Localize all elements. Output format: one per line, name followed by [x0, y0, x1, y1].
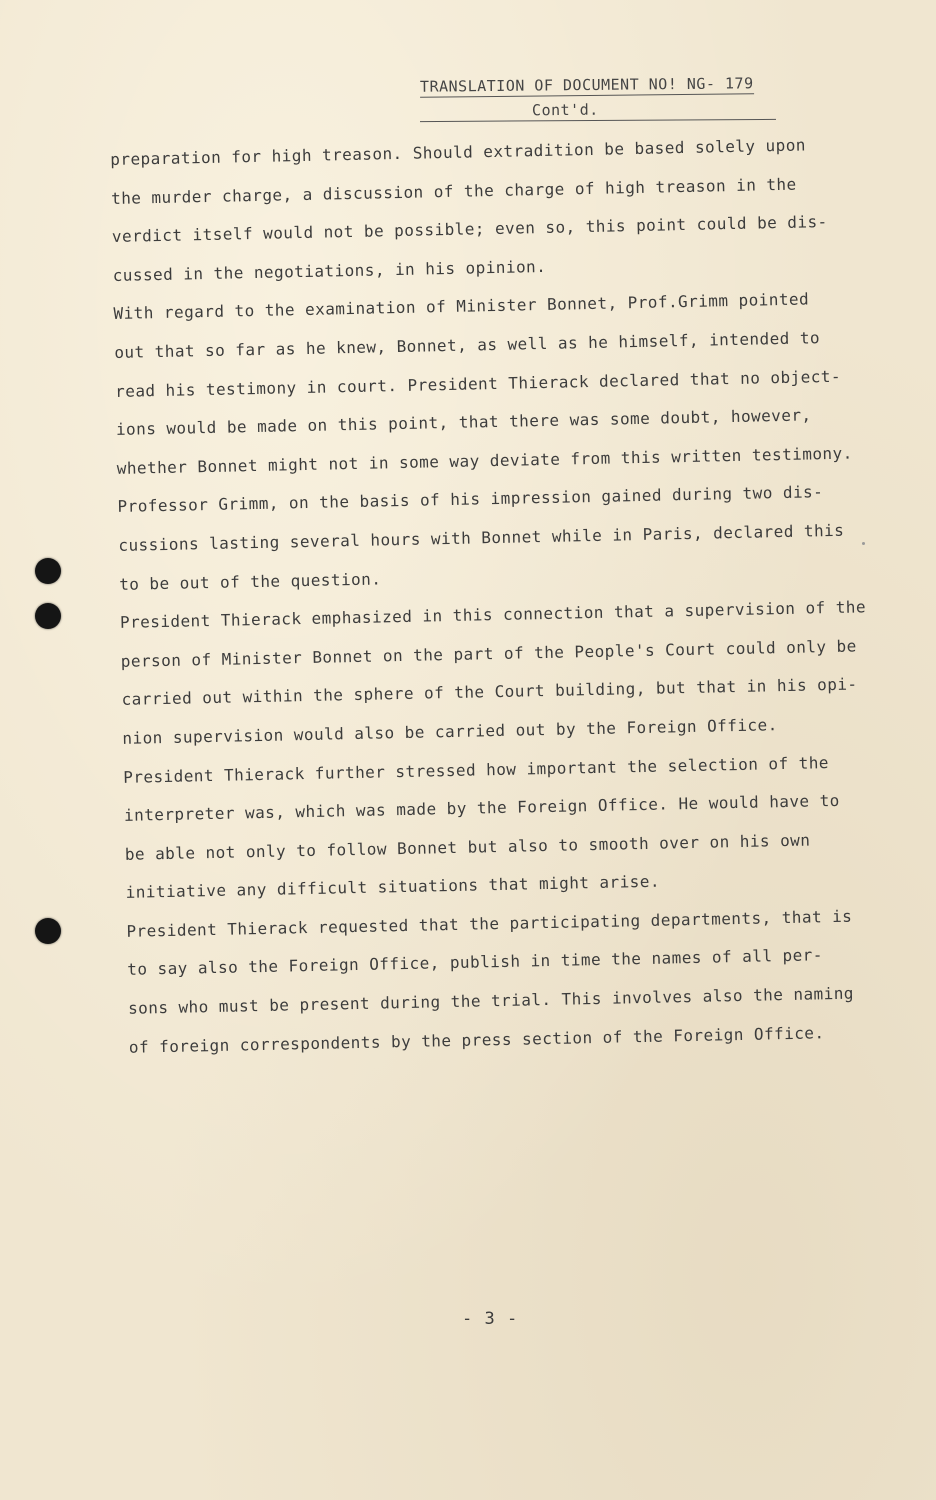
- margin-mark: [862, 542, 865, 545]
- text-line: person of Minister Bonnet on the part of the People's Court could only be: [120, 636, 857, 671]
- text-line: sons who must be present during the trial. This involves also the naming: [127, 983, 855, 1018]
- text-line: preparation for high treason. Should extradition be based solely upon: [110, 135, 807, 169]
- text-line: With regard to the examination of Minister Bonnet, Prof.Grimm pointed: [113, 289, 810, 324]
- text-line: the murder charge, a discussion of the charge of high treason in the: [110, 174, 797, 208]
- header-title: TRANSLATION OF DOCUMENT NO! NG- 179: [419, 74, 754, 96]
- text-line: of foreign correspondents by the press section of the Foreign Office.: [128, 1022, 825, 1057]
- body-text: [110, 129, 889, 1071]
- text-line: President Thierack requested that the participating departments, that is: [126, 906, 853, 941]
- text-line: read his testimony in court. President Thierack declared that no object-: [114, 366, 842, 401]
- text-line: Professor Grimm, on the basis of his impression gained during two dis-: [117, 482, 824, 517]
- text-line: ions would be made on this point, that there was some doubt, however,: [115, 405, 812, 440]
- text-line: carried out within the sphere of the Court building, but that in his opi-: [121, 674, 858, 710]
- text-line: President Thierack emphasized in this connection that a supervision of the: [119, 597, 867, 633]
- punch-hole: [35, 603, 61, 629]
- text-line: be able not only to follow Bonnet but also to smooth over on his own: [124, 830, 811, 864]
- page-number: - 3 -: [462, 1309, 519, 1329]
- text-line: interpreter was, which was made by the Foreign Office. He would have to: [123, 790, 840, 825]
- text-line: to be out of the question.: [118, 568, 382, 594]
- text-line: nion supervision would also be carried out by the Foreign Office.: [122, 715, 778, 748]
- text-line: cussions lasting several hours with Bonnet while in Paris, declared this: [118, 520, 845, 555]
- text-line: whether Bonnet might not in some way deviate from this written testimony.: [116, 443, 853, 478]
- text-line: cussed in the negotiations, in his opinion.: [112, 256, 547, 285]
- punch-hole: [35, 558, 61, 584]
- text-line: to say also the Foreign Office, publish in time the names of all per-: [127, 945, 824, 980]
- text-line: verdict itself would not be possible; even so, this point could be dis-: [111, 212, 828, 247]
- header-subtitle: Cont'd.: [531, 100, 599, 120]
- text-line: initiative any difficult situations that might arise.: [125, 871, 661, 903]
- document-header: [420, 76, 780, 118]
- text-line: President Thierack further stressed how important the selection of the: [123, 752, 830, 787]
- header-underline: [420, 119, 776, 122]
- punch-hole: [35, 918, 61, 944]
- text-line: out that so far as he knew, Bonnet, as well as he himself, intended to: [114, 328, 821, 362]
